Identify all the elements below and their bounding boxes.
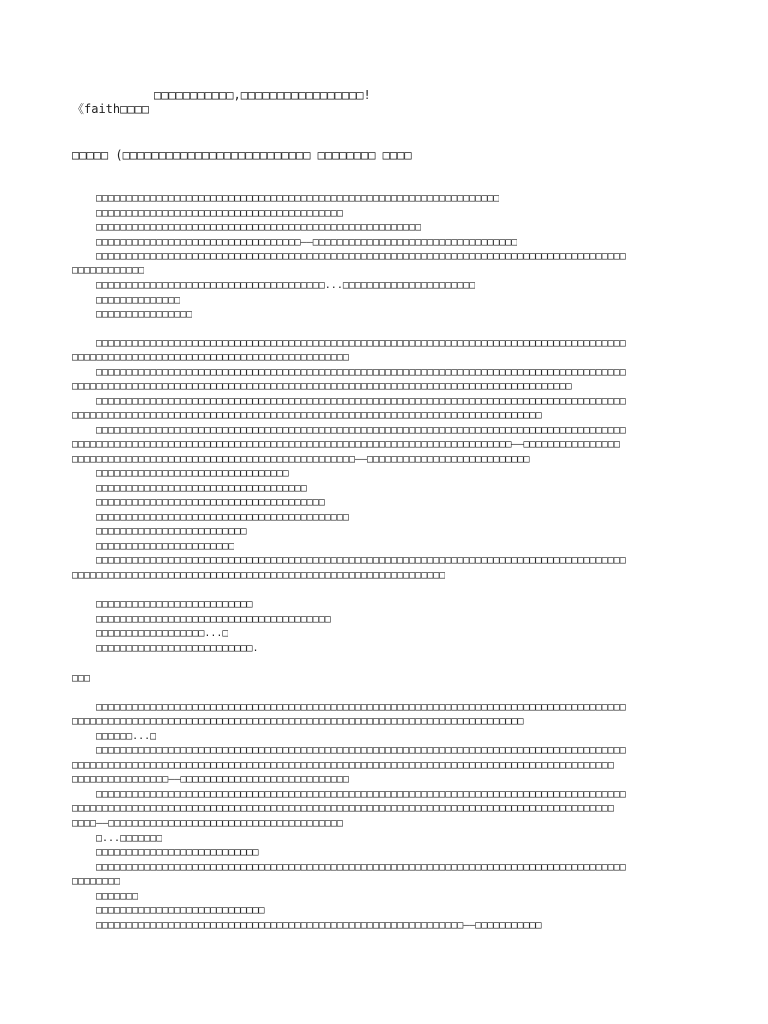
text-line: □□□□□□□ xyxy=(96,891,139,902)
text-line: □□□□□□□□□□□□□□□□□□□□□□□□□□□□□□□□□□□□□□□□□□□□□□□□□□□□□□□□□□□□□□□□□□□□□□□□□□□□□□□□□□□□□□□□ xyxy=(96,338,626,349)
text-line: □□□□□□□□□□□□□□□□□□□□□□□□□□□□□□□□□□□ xyxy=(96,483,307,494)
text-line: □□□□□□□□□□□□□□□□□□□□□□□□□□□□□□□□□□□□□□ xyxy=(96,497,325,508)
text-line: □□□□□□□□□□□□□□□□□□□□□□□□□□□□□□□□□□□□□□□□□□□□□□□□□□□□□□□□□□□□□□□□□□□□□□□□□□□□□□ xyxy=(72,410,542,421)
text-line: □□□□□□□□□□□□□□□□□□□□□□□□□□ xyxy=(96,599,253,610)
text-line: □□□□□□...□ xyxy=(96,731,157,742)
text-line: □□□□□□□□□□□□□□□□□□□□□□□□□□□□□□□□□□□□□□□□□□□□□□□□□□□□□□□□□□□□□□□□□□□□□□□□□□□□□□□□□□□□□□□□ xyxy=(96,702,626,713)
text-line: □□□□□□□□□□□□ xyxy=(72,265,145,276)
text-line: □...□□□□□□□ xyxy=(96,833,163,844)
text-line: □□□□□□□□□□□□□□□□□□□□□□□□□□□□□□□□□□□□□□□□□□□□□□□□□□□□□□□□□□□□□□□□□□□□□□□□□□□□□□□□□□□□□□□□ xyxy=(96,745,626,756)
text-line: □□□□□□□□□□□□□□□□□□□□□□□□□□□ xyxy=(96,847,259,858)
header-line-3: 《faith□□□□ xyxy=(72,102,150,116)
text-line: □□□□□□□□□□□□□□□□□□□□□□□□□□□□□□□□□□□□□□□□□□□□□□□□□□□□□□□□□□□□□□□□□□□□□□□□□□□□□□□□□□□□□□□□ xyxy=(96,251,626,262)
text-line: □□□□□□□□□□□□□□□□□□□□□□□□□□□□□□□□□□□□□□□□□□□□□□□□□□□□□□□□□□□□□□□□□□□□□□□□□——□□□□□□□□□□□□□□□□ xyxy=(72,439,620,450)
text-line: □□□□□□□□□□□□□□□□□□□□□□□□□□□□□□□□□□□□□□...□□□□□□□□□□□□□□□□□□□□□□ xyxy=(96,280,476,291)
text-line: □□□□□□□□□□□□□□□□□□□□□□□□□□□□ xyxy=(96,905,265,916)
text-line: □□□□□□□□□□□□□□□□□□□□□□□□□□□□□□□□□□□□□□□□□□□□□□□□□□□□□□□□□□□□□□□□□□□□□□□□□□□□□□□□□□□□□□□□ xyxy=(96,862,626,873)
text-line: □□□□□□□□□□□□□□□□□□□□□□□□□□□□□□□□□□□□□□□□□□□□□□□□□□□□□□□□□□□□□□□□□□□□□□□□□□□□□□□□□□□□□□□□ xyxy=(96,396,626,407)
text-line: □□□□□□□□□□□□□□□□□□□□□□□□□□□□□□□□□□□□□□□□□□□□□□□□□□□□□□□□□□□□□——□□□□□□□□□□□ xyxy=(96,920,542,931)
text-line: □□□□□□□□□□□□□□□□□□□□□□□□□□□□□□□□□□□□□□□ xyxy=(96,614,331,625)
text-line: □□□□——□□□□□□□□□□□□□□□□□□□□□□□□□□□□□□□□□□□□□□□ xyxy=(72,818,343,829)
text-line: □□□□□□□□□□□□□□□□□□□□□□□□□□□□□□□□□□□□□□□□□□□□□□□□□□□□□□□□□□□□□□□□□□□□□□□□□□□□□□□□□□□□□□□□ xyxy=(96,555,626,566)
text-line: □□□□□□□□□□□□□□□□□□□□□□□□□□□□□□□□□□□□□□□□□□□□□□□□□□□□□□□□□□□□□□□□□□□□□□□□□□□□□□□□□□□□□□□□□□ xyxy=(72,803,614,814)
header-line-2: □□□□□□□□□□□,□□□□□□□□□□□□□□□□□! xyxy=(154,88,371,102)
text-line: □□□□□□□□□□□□□□□□□□□□□□□□□□□□□□□□□□□□□□□□□□□□□□□□□□□□□□□□□□□□□□□□□□□ xyxy=(96,193,500,204)
text-line: □□□□□□□□□□□□□□□□□□□□□□□□□□□□□□□□□□□□□□□□□□ xyxy=(96,512,349,523)
header-line-1 xyxy=(72,72,361,86)
text-line: □□□□□□□□□□□□□□□□□□□□□□□□□□. xyxy=(96,643,259,654)
text-line: □□□□□□□□□□□□□□□□□□□□□□□□□□□□□□□□□□□□□□□□□□□□□□□□□□□□□□□□□□□□□□□□□□□□□□□□□□□□□□□□□□□ xyxy=(72,381,572,392)
text-line: □□□□□□□□□□□□□□□□□□□□□□□ xyxy=(96,541,235,552)
text-line: □□□□□□□□□□□□□□ xyxy=(96,295,181,306)
text-line: □□□□□□□□□□□□□□□□ xyxy=(96,309,193,320)
text-line: □□□□□□□□□□□□□□□□□□□□□□□□□ xyxy=(96,526,247,537)
text-line: □□□□□□□□□□□□□□□□□□□□□□□□□□□□□□□□□□□□□□□□□□□□□□□□□□□□□□□□□□□□□□□□□□□□□□□□□□□ xyxy=(72,716,524,727)
section-marker: □□□ xyxy=(72,673,91,684)
text-line: □□□□□□□□□□□□□□□□□□□□□□□□□□□□□□□□ xyxy=(96,468,289,479)
text-line: □□□□□□□□□□□□□□□□□□□□□□□□□□□□□□□□□□□□□□□□□□□□□□ xyxy=(72,352,349,363)
text-line: □□□□□□□□□□□□□□□□□□□□□□□□□□□□□□□□□□□□□□□□□□□□□□□□□□□□□□□□□□□□□□□□□□□□□□□□□□□□□□□□□□□□□□□□ xyxy=(96,367,626,378)
text-line: □□□□□□□□□□□□□□□□□□□□□□□□□□□□□□□□□□□□□□□□□ xyxy=(96,208,343,219)
text-line: □□□□□□□□□□□□□□□□□□□□□□□□□□□□□□□□□□□□□□□□□□□□□□□□□□□□□□ xyxy=(96,222,422,233)
text-line: □□□□□□□□□□□□□□□□□□□□□□□□□□□□□□□□□□□□□□□□□□□□□□□□□□□□□□□□□□□□□□ xyxy=(72,570,446,581)
text-line: □□□□□□□□□□□□□□□□□□□□□□□□□□□□□□□□□□□□□□□□□□□□□□□——□□□□□□□□□□□□□□□□□□□□□□□□□□□ xyxy=(72,454,530,465)
text-line: □□□□□□□□□□□□□□□□□□□□□□□□□□□□□□□□□□□□□□□□□□□□□□□□□□□□□□□□□□□□□□□□□□□□□□□□□□□□□□□□□□□□□□□□ xyxy=(96,789,626,800)
text-line: □□□□□□□□ xyxy=(72,876,121,887)
text-line: □□□□□□□□□□□□□□□□□□□□□□□□□□□□□□□□□□——□□□□□□□□□□□□□□□□□□□□□□□□□□□□□□□□□□ xyxy=(96,237,518,248)
chapter-title: □□□□□ (□□□□□□□□□□□□□□□□□□□□□□□□□□ □□□□□□□□ □□□□ xyxy=(72,148,412,162)
text-line: □□□□□□□□□□□□□□□□——□□□□□□□□□□□□□□□□□□□□□□□□□□□□ xyxy=(72,774,349,785)
text-line: □□□□□□□□□□□□□□□□□□...□ xyxy=(96,628,229,639)
text-line: □□□□□□□□□□□□□□□□□□□□□□□□□□□□□□□□□□□□□□□□□□□□□□□□□□□□□□□□□□□□□□□□□□□□□□□□□□□□□□□□□□□□□□□□□□ xyxy=(72,760,614,771)
text-line: □□□□□□□□□□□□□□□□□□□□□□□□□□□□□□□□□□□□□□□□□□□□□□□□□□□□□□□□□□□□□□□□□□□□□□□□□□□□□□□□□□□□□□□□ xyxy=(96,425,626,436)
